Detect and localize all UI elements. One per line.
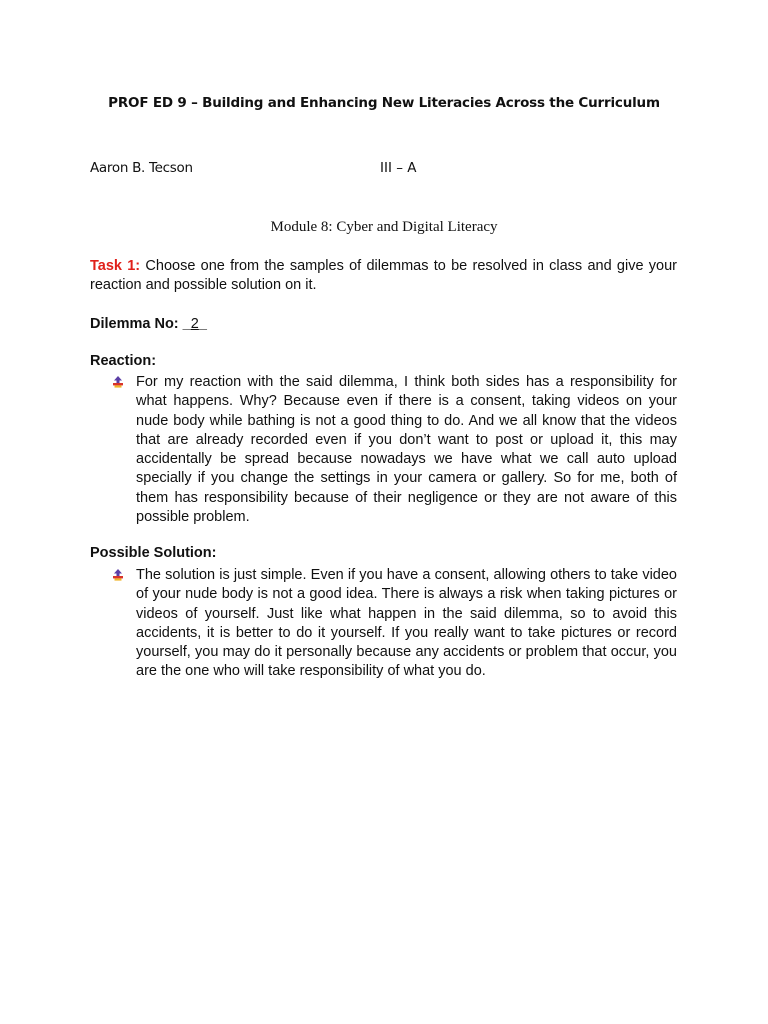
solution-bullet-item	[112, 566, 677, 682]
task-label: Task 1:	[90, 258, 141, 274]
reaction-heading: Reaction:	[90, 353, 157, 369]
reaction-bullet-item	[112, 373, 677, 527]
dilemma-blank-after: _	[198, 316, 207, 332]
reaction-text: For my reaction with the said dilemma, I think both sides has a responsibility for what happens. Why? Because even if there is a consent, taking videos on your nude body while bathing is not a good thing to do. And we all know that the videos that are already recorded even if you don’t want to post or upload it, this may accidentally be spread because nowadays we have what we call auto upload specially if you change the settings in your camera or gallery. So for me, both of them has responsibility because of their negligence or they are not aware of this possible problem.	[136, 374, 677, 526]
document-title: PROF ED 9 – Building and Enhancing New Literacies Across the Curriculum	[108, 95, 660, 111]
dilemma-line	[90, 315, 677, 334]
dilemma-number: 2	[190, 316, 199, 332]
student-section: III – A	[380, 160, 417, 176]
arrow-bullet-icon	[112, 569, 124, 581]
module-title: Module 8: Cyber and Digital Literacy	[270, 219, 498, 235]
solution-heading: Possible Solution:	[90, 545, 217, 561]
task-paragraph	[90, 257, 677, 296]
student-name: Aaron B. Tecson	[90, 160, 193, 176]
task-text: Choose one from the samples of dilemmas to be resolved in class and give your reaction and possible solution on it.	[90, 258, 677, 294]
arrow-bullet-icon	[112, 376, 124, 388]
dilemma-blank-before: _	[182, 316, 191, 332]
dilemma-label: Dilemma No:	[90, 316, 179, 332]
solution-text: The solution is just simple. Even if you have a consent, allowing others to take video of your nude body is not a good idea. There is always a risk when taking pictures or videos of yourself. Just like what happen in the said dilemma, so to avoid this accidents, it is better to do it yourself. If you really want to take pictures or record yourself, you may do it personally because any accidents or problem that occur, you are the one who will take responsibility of what you do.	[136, 567, 677, 680]
